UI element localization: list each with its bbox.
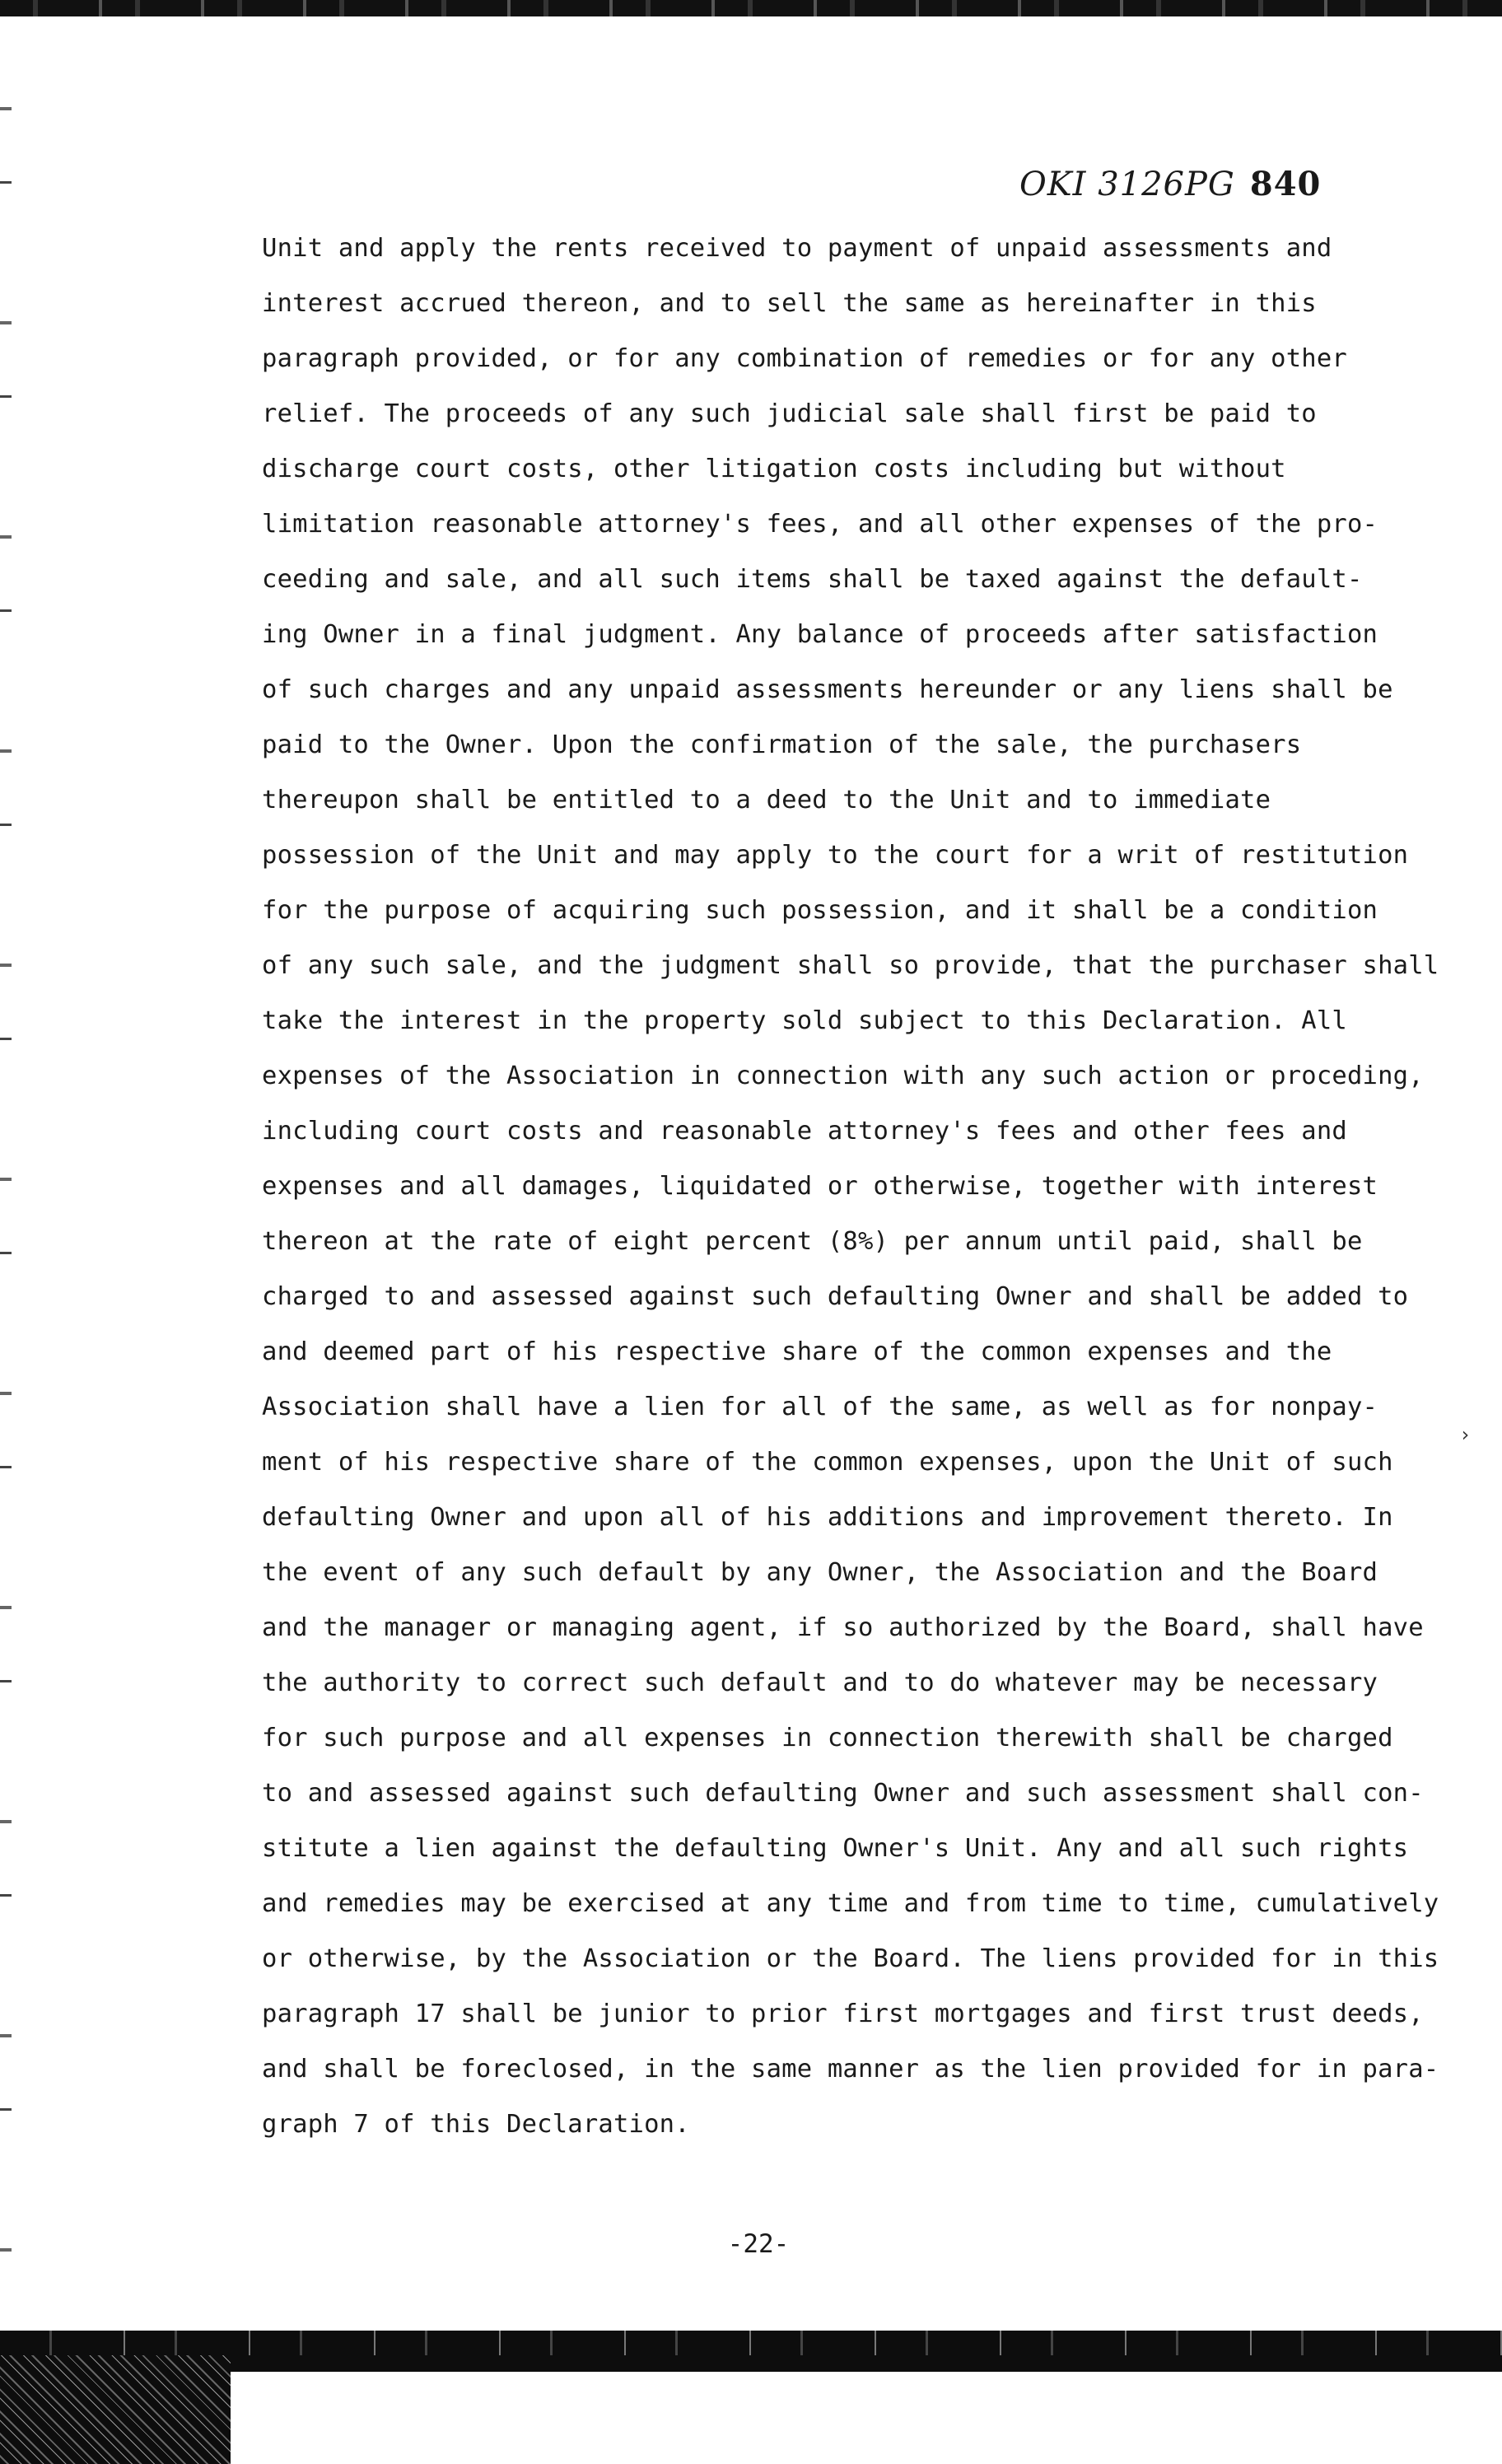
scan-top-edge [0,0,1502,16]
page-number: -22- [727,2229,790,2259]
book-reference: OKI 3126PG [1019,166,1235,203]
text-line: limitation reasonable attorney's fees, and all other expenses of the pro- [262,510,1378,539]
text-line: paid to the Owner. Upon the confirmation of the sale, the purchasers [262,730,1302,759]
scan-left-margin-marks [0,49,12,2322]
text-line: Unit and apply the rents received to payment of unpaid assessments and [262,234,1332,263]
declaration-body-text [262,221,1439,2152]
text-line: graph 7 of this Declaration. [262,2110,690,2139]
text-line: expenses of the Association in connection with any such action or proceding, [262,1062,1424,1090]
text-line: including court costs and reasonable attorney's fees and other fees and [262,1117,1347,1146]
text-line: take the interest in the property sold subject to this Declaration. All [262,1006,1347,1035]
text-line: the event of any such default by any Owner, the Association and the Board [262,1558,1378,1587]
text-line: discharge court costs, other litigation costs including but without [262,455,1286,483]
scan-bottom-strip [0,2331,1502,2355]
text-line: of such charges and any unpaid assessments hereunder or any liens shall be [262,675,1393,704]
text-line: for such purpose and all expenses in connection therewith shall be charged [262,1724,1393,1752]
book-page-reference [1019,165,1321,203]
text-line: ceeding and sale, and all such items shall be taxed against the default- [262,565,1363,594]
text-line: interest accrued thereon, and to sell the same as hereinafter in this [262,289,1317,318]
text-line: thereon at the rate of eight percent (8%) per annum until paid, shall be [262,1227,1363,1256]
text-line: and shall be foreclosed, in the same manner as the lien provided for in para- [262,2055,1439,2084]
text-line: thereupon shall be entitled to a deed to the Unit and to immediate [262,786,1271,814]
right-margin-mark: › [1459,1423,1472,1446]
scan-bottom-blank [231,2372,1502,2464]
text-line: and remedies may be exercised at any time and from time to time, cumulatively [262,1889,1439,1918]
text-line: the authority to correct such default and to do whatever may be necessary [262,1668,1378,1697]
text-line: defaulting Owner and upon all of his additions and improvement thereto. In [262,1503,1393,1532]
text-line: or otherwise, by the Association or the Board. The liens provided for in this [262,1944,1439,1973]
text-line: to and assessed against such defaulting Owner and such assessment shall con- [262,1779,1424,1808]
text-line: ing Owner in a final judgment. Any balance of proceeds after satisfaction [262,620,1378,649]
text-line: paragraph provided, or for any combination of remedies or for any other [262,344,1347,373]
text-line: and deemed part of his respective share of the common expenses and the [262,1337,1332,1366]
book-page-number: 840 [1249,165,1322,203]
scan-bottom-edge [0,2331,1502,2464]
text-line: Association shall have a lien for all of the same, as well as for nonpay- [262,1393,1378,1421]
text-line: stitute a lien against the defaulting Owner's Unit. Any and all such rights [262,1834,1409,1863]
text-line: charged to and assessed against such defaulting Owner and shall be added to [262,1282,1409,1311]
text-line: for the purpose of acquiring such possession, and it shall be a condition [262,896,1378,925]
text-line: ment of his respective share of the common expenses, upon the Unit of such [262,1448,1393,1477]
text-line: and the manager or managing agent, if so authorized by the Board, shall have [262,1613,1424,1642]
text-line: of any such sale, and the judgment shall so provide, that the purchaser shall [262,951,1439,980]
text-line: expenses and all damages, liquidated or otherwise, together with interest [262,1172,1378,1201]
text-line: paragraph 17 shall be junior to prior first mortgages and first trust deeds, [262,2000,1424,2028]
text-line: relief. The proceeds of any such judicial sale shall first be paid to [262,399,1317,428]
text-line: possession of the Unit and may apply to the court for a writ of restitution [262,841,1409,870]
scan-bottom-speckle [0,2355,231,2464]
